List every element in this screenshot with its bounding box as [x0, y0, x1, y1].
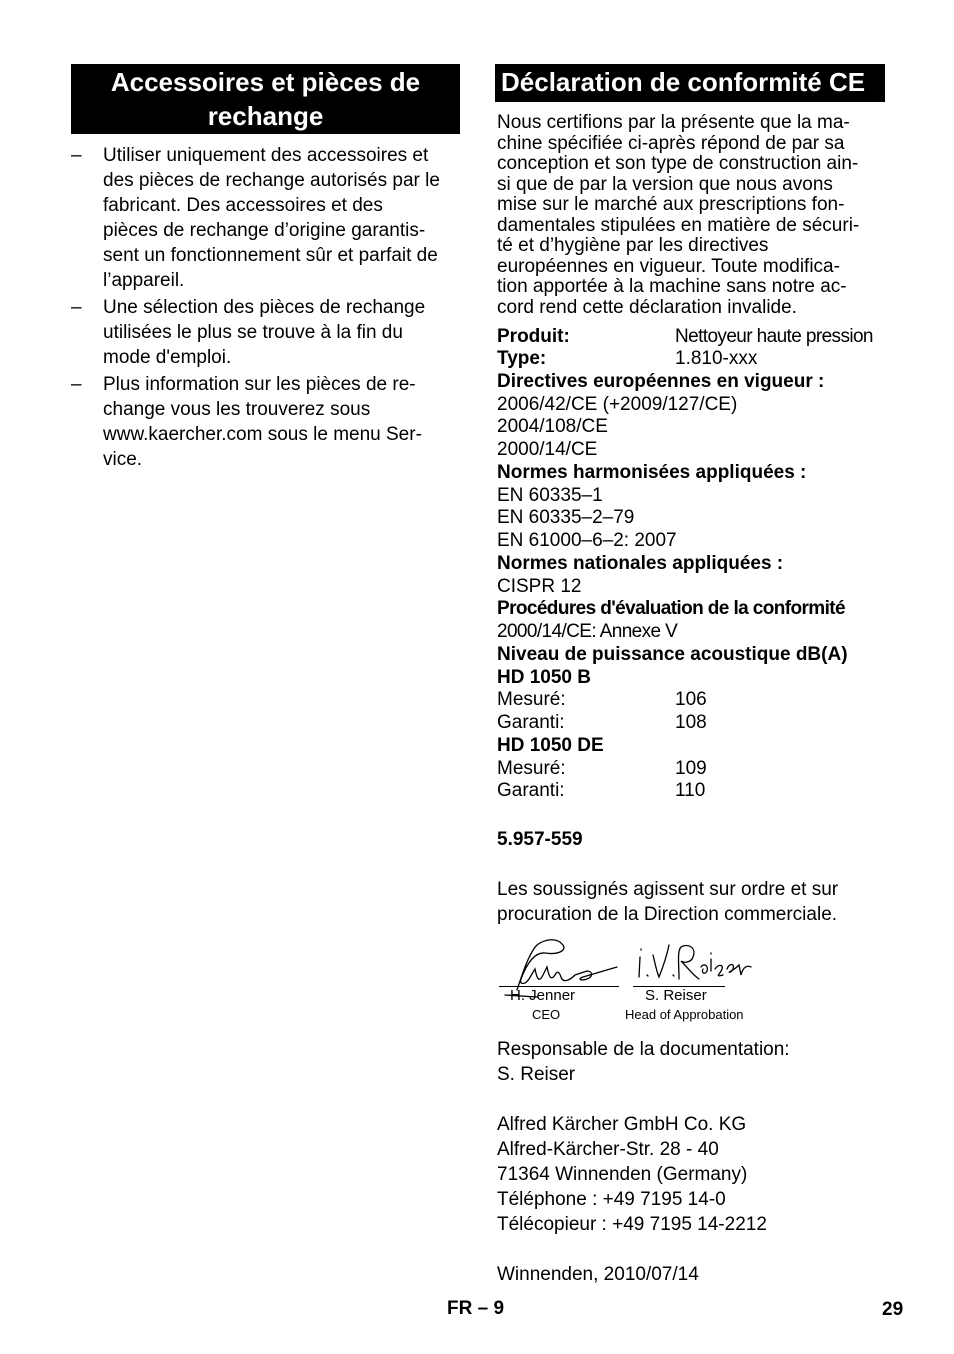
section-heading-declaration [495, 64, 885, 102]
dash-bullet: – [71, 297, 82, 318]
company-line: 71364 Winnenden (Germany) [497, 1164, 748, 1185]
list-item-line: pièces de rechange d’origine garantis- [103, 220, 426, 241]
intro-line: si que de par la version que nous avons [497, 173, 833, 195]
product-value: Nettoyeur haute pression [675, 326, 873, 347]
accessories-list [71, 143, 460, 474]
document-number: 5.957-559 [497, 829, 583, 850]
product-label: Produit: [497, 326, 570, 347]
intro-line: mise sur le marché aux prescriptions fon- [497, 194, 845, 215]
list-item [71, 295, 460, 370]
company-line: Alfred Kärcher GmbH Co. KG [497, 1114, 747, 1135]
model-2-measured-value: 109 [675, 758, 707, 779]
section-heading-accessories [71, 64, 460, 134]
place-date: Winnenden, 2010/07/14 [497, 1264, 699, 1285]
model-1-measured-value: 106 [675, 689, 707, 710]
model-1: HD 1050 B [497, 667, 591, 688]
signatories-text: Les soussignés agissent sur ordre et sur [497, 879, 839, 900]
procedure-value: 2000/14/CE: Annexe V [497, 621, 678, 642]
directive-item: 2006/42/CE (+2009/127/CE) [497, 394, 738, 415]
intro-line: damentales stipulées en matière de sécuri- [497, 214, 860, 236]
list-item-line: utilisées le plus se trouve à la fin du [103, 322, 403, 343]
model-2-guaranteed-value: 110 [675, 780, 706, 801]
declaration-intro [497, 113, 889, 318]
intro-line: cord rend cette déclaration invalide. [497, 296, 797, 318]
type-label: Type: [497, 348, 547, 369]
list-item-line: l’appareil. [103, 270, 185, 291]
harmonized-item: EN 60335–2–79 [497, 507, 635, 528]
harmonized-heading: Normes harmonisées appliquées : [497, 462, 807, 483]
signer-1-name: H. Jenner [510, 987, 576, 1004]
list-item-line: www.kaercher.com sous le menu Ser- [103, 424, 422, 445]
national-item: CISPR 12 [497, 576, 582, 597]
model-2-guaranteed-label: Garanti: [497, 780, 565, 801]
list-item-line: fabricant. Des accessoires et des [103, 195, 383, 216]
type-value: 1.810-xxx [675, 348, 758, 369]
list-item-line: change vous les trouverez sous [103, 399, 371, 420]
list-item-line: Utiliser uniquement des accessoires et [103, 145, 429, 166]
harmonized-item: EN 61000–6–2: 2007 [497, 530, 677, 551]
list-item-line: sent un fonctionnement sûr et parfait de [103, 245, 438, 266]
heading-text: Déclaration de conformité CE [501, 67, 866, 97]
responsible-name: S. Reiser [497, 1064, 576, 1085]
intro-line: té et d’hygiène par les directives [497, 235, 769, 256]
intro-line: tion apportée à la machine sans notre ac- [497, 276, 847, 297]
signatories-text: procuration de la Direction commerciale. [497, 904, 838, 925]
list-item-line: Plus information sur les pièces de re- [103, 374, 416, 395]
list-item [71, 143, 460, 293]
dash-bullet: – [71, 374, 82, 395]
dash-bullet: – [71, 145, 82, 166]
noise-heading: Niveau de puissance acoustique dB(A) [497, 644, 848, 665]
signer-2-name: S. Reiser [645, 987, 707, 1004]
intro-line: européennes en vigueur. Toute modifica- [497, 255, 840, 277]
list-item [71, 372, 460, 472]
list-item-line: des pièces de rechange autorisés par le [103, 170, 440, 191]
responsible-label: Responsable de la documentation: [497, 1039, 790, 1060]
model-2: HD 1050 DE [497, 735, 604, 756]
model-1-guaranteed-label: Garanti: [497, 712, 565, 733]
directive-item: 2000/14/CE [497, 439, 598, 460]
intro-line: chine spécifiée ci-après répond de par sa [497, 132, 845, 154]
directives-heading: Directives européennes en vigueur : [497, 371, 825, 392]
signer-2-role: Head of Approbation [625, 1007, 744, 1022]
harmonized-item: EN 60335–1 [497, 485, 603, 506]
national-heading: Normes nationales appliquées : [497, 553, 784, 574]
company-line: Télécopieur : +49 7195 14-2212 [497, 1214, 767, 1235]
heading-line-2: rechange [207, 101, 324, 131]
list-item-line: vice. [103, 449, 143, 470]
procedure-heading: Procédures d'évaluation de la conformité [497, 598, 845, 619]
intro-line: Nous certifions par la présente que la ma- [497, 112, 850, 133]
company-line: Téléphone : +49 7195 14-0 [497, 1189, 726, 1210]
list-item-line: mode d'emploi. [103, 347, 232, 368]
signer-1-role: CEO [532, 1007, 561, 1022]
model-1-guaranteed-value: 108 [675, 712, 707, 733]
heading-line-1: Accessoires et pièces de [110, 67, 421, 97]
intro-line: conception et son type de construction ain- [497, 153, 859, 174]
model-1-measured-label: Mesuré: [497, 689, 566, 710]
footer-section-label: FR – 9 [447, 1298, 505, 1319]
list-item-line: Une sélection des pièces de rechange [103, 297, 426, 318]
page-number: 29 [882, 1299, 904, 1320]
company-line: Alfred-Kärcher-Str. 28 - 40 [497, 1139, 719, 1160]
directive-item: 2004/108/CE [497, 416, 608, 437]
model-2-measured-label: Mesuré: [497, 758, 566, 779]
